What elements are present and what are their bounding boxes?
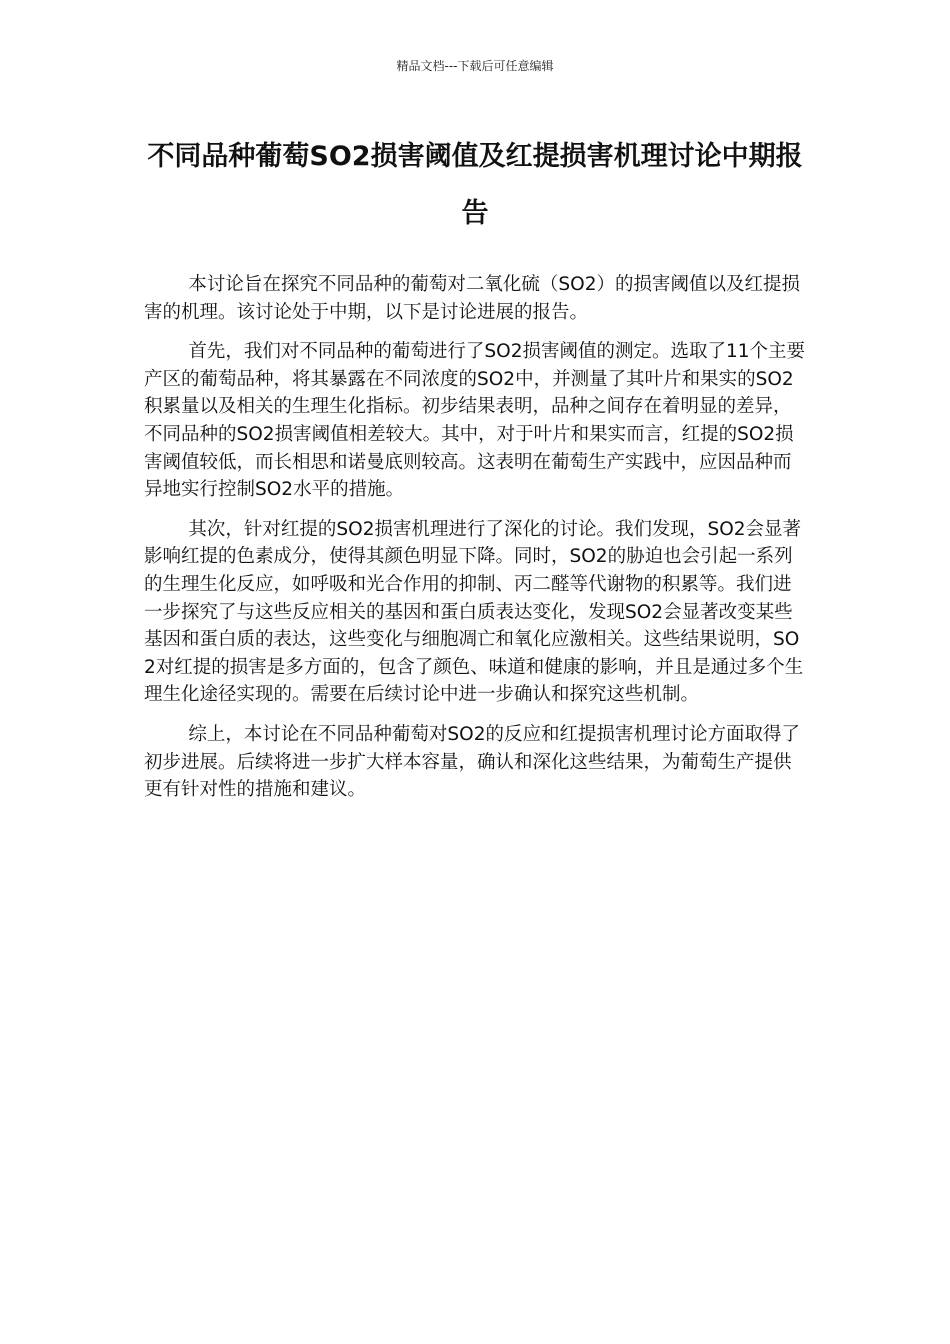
paragraph-intro: 本讨论旨在探究不同品种的葡萄对二氧化硫（SO2）的损害阈值以及红提损害的机理。该讨论处于中期，以下是讨论进展的报告。	[144, 274, 800, 323]
paragraph-threshold: 首先，我们对不同品种的葡萄进行了SO2损害阈值的测定。选取了11个主要产区的葡萄品种，将其暴露在不同浓度的SO2中，并测量了其叶片和果实的SO2积累量以及相关的生理生化指标。初步结果表明，品种之间存在着明显的差异，不同品种的SO2损害阈值相差较大。其中，对于叶片和果实而言，红提的SO2损害阈值较低，而长相思和诺曼底则较高。这表明在葡萄生产实践中，应因品种而异地实行控制SO2水平的措施。	[144, 341, 806, 501]
paragraph-summary: 综上，本讨论在不同品种葡萄对SO2的反应和红提损害机理讨论方面取得了初步进展。后续将进一步扩大样本容量，确认和深化这些结果，为葡萄生产提供更有针对性的措施和建议。	[144, 723, 800, 801]
paragraph-mechanism: 其次，针对红提的SO2损害机理进行了深化的讨论。我们发现，SO2会显著影响红提的色素成分，使得其颜色明显下降。同时，SO2的胁迫也会引起一系列的生理生化反应，如呼吸和光合作用的抑制、丙二醛等代谢物的积累等。我们进一步探究了与这些反应相关的基因和蛋白质表达变化，发现SO2会显著改变某些基因和蛋白质的表达，这些变化与细胞凋亡和氧化应激相关。这些结果说明，SO2对红提的损害是多方面的，包含了颜色、味道和健康的影响，并且是通过多个生理生化途径实现的。需要在后续讨论中进一步确认和探究这些机制。	[144, 518, 804, 706]
document-title: 不同品种葡萄SO2损害阈值及红提损害机理讨论中期报告	[147, 141, 803, 229]
document-body	[144, 271, 808, 816]
header-note: 精品文档---下载后可任意编辑	[396, 59, 554, 73]
